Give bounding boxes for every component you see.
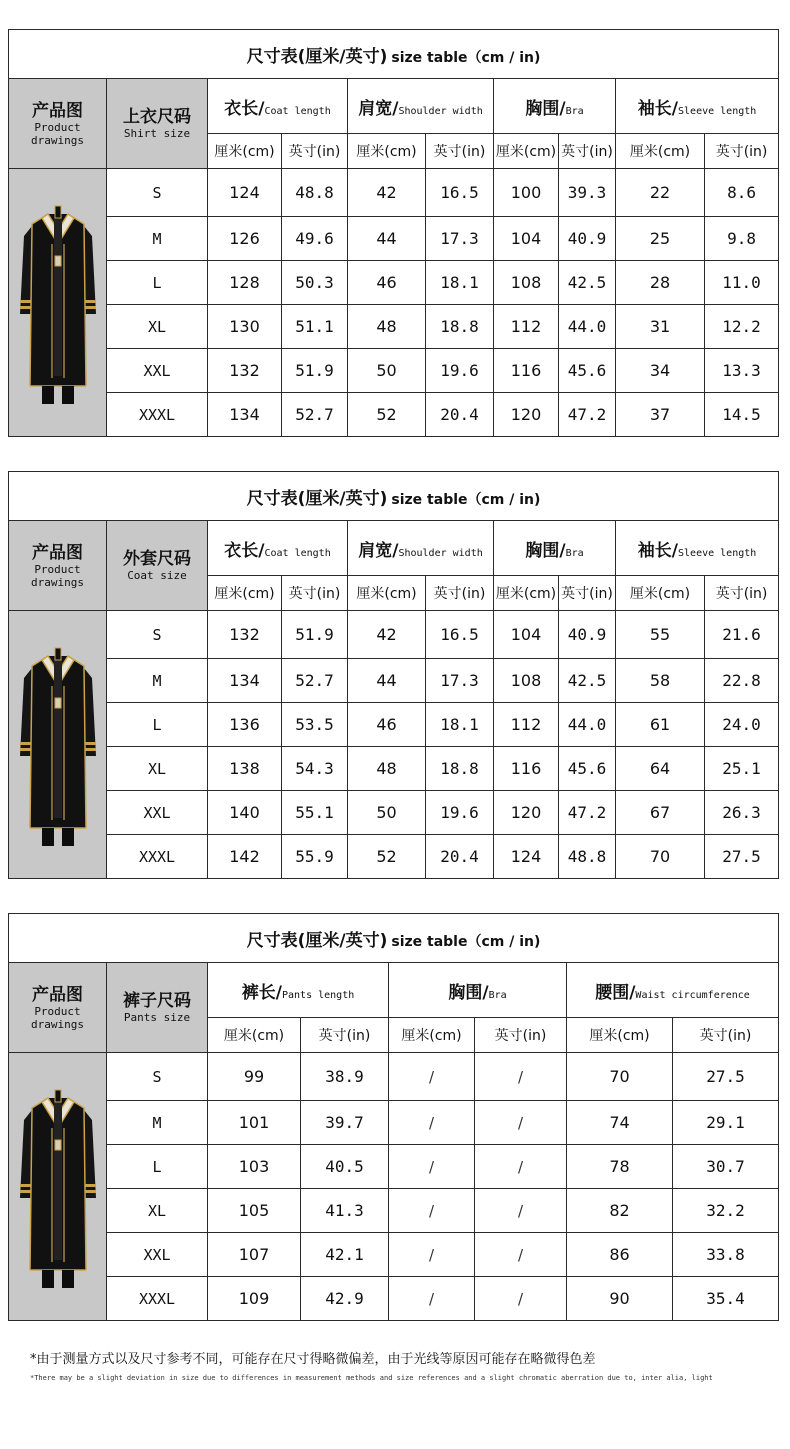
value-cm: 86 [567,1233,673,1277]
table-row [9,305,779,349]
value-in: 22.8 [705,659,779,703]
product-drawing-image [9,1053,107,1321]
value-cm: 105 [208,1189,301,1233]
value-cm: 132 [208,611,282,659]
table-row [9,1233,779,1277]
value-cm: 136 [208,703,282,747]
size-label: XXL [107,349,208,393]
value-cm: 42 [348,611,426,659]
unit-cm: 厘米(cm) [567,1018,673,1053]
value-in: 25.1 [705,747,779,791]
size-label: S [107,169,208,217]
column-header: 肩宽/Shoulder width [348,79,494,134]
value-cm: / [389,1101,475,1145]
value-in: 16.5 [426,169,494,217]
value-in: 51.9 [282,349,348,393]
table-row [9,393,779,437]
unit-cm: 厘米(cm) [494,134,559,169]
value-cm: 124 [208,169,282,217]
value-in: 39.7 [301,1101,389,1145]
value-cm: 116 [494,349,559,393]
unit-cm: 厘米(cm) [389,1018,475,1053]
value-in: 41.3 [301,1189,389,1233]
value-cm: 101 [208,1101,301,1145]
value-cm: 52 [348,835,426,879]
table-row [9,659,779,703]
unit-cm: 厘米(cm) [208,134,282,169]
value-in: 24.0 [705,703,779,747]
value-in: 45.6 [559,747,616,791]
table-title: 尺寸表(厘米/英寸) size table（cm / in) [9,30,779,79]
value-in: 40.9 [559,217,616,261]
value-in: 35.4 [673,1277,779,1321]
table-row [9,1145,779,1189]
value-in: 20.4 [426,835,494,879]
table-row [9,1053,779,1101]
value-in: 49.6 [282,217,348,261]
value-in: 14.5 [705,393,779,437]
size-label: XXXL [107,1277,208,1321]
value-cm: / [389,1277,475,1321]
value-cm: 112 [494,305,559,349]
value-cm: 120 [494,791,559,835]
table-row [9,217,779,261]
unit-in: 英寸(in) [426,134,494,169]
value-cm: 22 [616,169,705,217]
value-in: 50.3 [282,261,348,305]
value-in: / [475,1277,567,1321]
disclaimer-en: *There may be a slight deviation in size due to differences in measurement methods and size references and a slight chromatic aberration due to, inter alia, light [30,1374,713,1382]
value-cm: 70 [567,1053,673,1101]
table-row [9,611,779,659]
size-label: XXL [107,791,208,835]
unit-cm: 厘米(cm) [208,1018,301,1053]
value-cm: 61 [616,703,705,747]
value-in: 52.7 [282,393,348,437]
value-in: 27.5 [705,835,779,879]
value-in: 55.1 [282,791,348,835]
column-header: 衣长/Coat length [208,521,348,576]
size-label: XL [107,1189,208,1233]
size-header: 上衣尺码 Shirt size [107,79,208,169]
table-row [9,703,779,747]
column-header: 胸围/Bra [494,521,616,576]
size-header: 裤子尺码 Pants size [107,963,208,1053]
size-label: M [107,659,208,703]
size-label: XL [107,305,208,349]
table-row [9,791,779,835]
value-in: 40.5 [301,1145,389,1189]
size-label: XXXL [107,393,208,437]
table-title: 尺寸表(厘米/英寸) size table（cm / in) [9,472,779,521]
value-in: 30.7 [673,1145,779,1189]
value-cm: 70 [616,835,705,879]
value-in: 53.5 [282,703,348,747]
value-in: 42.5 [559,659,616,703]
column-header: 腰围/Waist circumference [567,963,779,1018]
value-cm: 64 [616,747,705,791]
size-label: XXXL [107,835,208,879]
column-header: 裤长/Pants length [208,963,389,1018]
unit-in: 英寸(in) [301,1018,389,1053]
value-cm: 74 [567,1101,673,1145]
value-cm: 103 [208,1145,301,1189]
value-cm: 108 [494,261,559,305]
value-in: 42.9 [301,1277,389,1321]
value-cm: 78 [567,1145,673,1189]
value-cm: 31 [616,305,705,349]
value-cm: 130 [208,305,282,349]
value-in: 17.3 [426,659,494,703]
unit-in: 英寸(in) [559,134,616,169]
unit-cm: 厘米(cm) [208,576,282,611]
unit-cm: 厘米(cm) [616,576,705,611]
unit-in: 英寸(in) [705,134,779,169]
value-cm: 100 [494,169,559,217]
value-cm: 138 [208,747,282,791]
product-drawing-image [9,169,107,437]
unit-in: 英寸(in) [282,576,348,611]
table-row [9,747,779,791]
value-in: 26.3 [705,791,779,835]
value-in: / [475,1233,567,1277]
value-in: 38.9 [301,1053,389,1101]
unit-cm: 厘米(cm) [494,576,559,611]
value-in: 47.2 [559,791,616,835]
value-cm: 134 [208,393,282,437]
value-in: 21.6 [705,611,779,659]
pants-size-table [8,913,779,1321]
size-label: S [107,611,208,659]
value-in: 32.2 [673,1189,779,1233]
column-header: 衣长/Coat length [208,79,348,134]
unit-cm: 厘米(cm) [348,134,426,169]
table-row [9,1101,779,1145]
product-drawings-header: 产品图 Product drawings [9,963,107,1053]
unit-in: 英寸(in) [282,134,348,169]
value-in: 51.9 [282,611,348,659]
column-header: 袖长/Sleeve length [616,79,779,134]
value-cm: 108 [494,659,559,703]
value-cm: 37 [616,393,705,437]
size-label: L [107,261,208,305]
unit-cm: 厘米(cm) [616,134,705,169]
size-label: L [107,703,208,747]
value-cm: 25 [616,217,705,261]
value-in: 18.1 [426,261,494,305]
unit-in: 英寸(in) [475,1018,567,1053]
value-in: 27.5 [673,1053,779,1101]
column-header: 袖长/Sleeve length [616,521,779,576]
value-in: 51.1 [282,305,348,349]
size-label: XL [107,747,208,791]
unit-cm: 厘米(cm) [348,576,426,611]
value-in: 17.3 [426,217,494,261]
value-cm: 46 [348,703,426,747]
value-cm: 140 [208,791,282,835]
value-in: 54.3 [282,747,348,791]
value-cm: 46 [348,261,426,305]
unit-in: 英寸(in) [673,1018,779,1053]
size-label: L [107,1145,208,1189]
value-cm: 99 [208,1053,301,1101]
value-in: 29.1 [673,1101,779,1145]
value-in: 12.2 [705,305,779,349]
size-header: 外套尺码 Coat size [107,521,208,611]
value-cm: / [389,1053,475,1101]
value-cm: / [389,1233,475,1277]
unit-in: 英寸(in) [559,576,616,611]
value-in: 16.5 [426,611,494,659]
value-cm: 104 [494,217,559,261]
value-in: 13.3 [705,349,779,393]
value-cm: 50 [348,349,426,393]
value-in: 44.0 [559,703,616,747]
value-in: 42.1 [301,1233,389,1277]
table-row [9,261,779,305]
value-cm: 134 [208,659,282,703]
value-cm: 116 [494,747,559,791]
table-row [9,1277,779,1321]
value-cm: 112 [494,703,559,747]
value-in: 11.0 [705,261,779,305]
value-in: 19.6 [426,349,494,393]
table-row [9,1189,779,1233]
value-cm: / [389,1189,475,1233]
value-in: 18.8 [426,747,494,791]
value-cm: 52 [348,393,426,437]
value-in: 47.2 [559,393,616,437]
value-in: 18.1 [426,703,494,747]
product-drawing-image [9,611,107,879]
value-in: 39.3 [559,169,616,217]
value-cm: 50 [348,791,426,835]
value-cm: 82 [567,1189,673,1233]
product-drawings-header: 产品图 Product drawings [9,79,107,169]
value-in: 44.0 [559,305,616,349]
value-cm: 48 [348,747,426,791]
value-cm: 42 [348,169,426,217]
value-cm: 124 [494,835,559,879]
value-in: 45.6 [559,349,616,393]
shirt-size-table [8,29,779,437]
value-in: / [475,1189,567,1233]
coat-size-table [8,471,779,879]
value-in: 48.8 [282,169,348,217]
value-in: 20.4 [426,393,494,437]
table-row [9,169,779,217]
value-in: / [475,1101,567,1145]
value-cm: 107 [208,1233,301,1277]
value-cm: 128 [208,261,282,305]
size-label: XXL [107,1233,208,1277]
value-cm: 120 [494,393,559,437]
value-in: 42.5 [559,261,616,305]
value-in: / [475,1145,567,1189]
value-in: 52.7 [282,659,348,703]
value-cm: 44 [348,659,426,703]
value-cm: 109 [208,1277,301,1321]
size-label: M [107,1101,208,1145]
value-in: / [475,1053,567,1101]
value-cm: 34 [616,349,705,393]
unit-in: 英寸(in) [426,576,494,611]
value-in: 33.8 [673,1233,779,1277]
value-cm: 58 [616,659,705,703]
value-cm: 104 [494,611,559,659]
disclaimer-cn: *由于测量方式以及尺寸参考不同，可能存在尺寸得略微偏差，由于光线等原因可能存在略微得色差 [30,1352,596,1367]
table-row [9,835,779,879]
value-cm: 126 [208,217,282,261]
value-in: 8.6 [705,169,779,217]
table-title: 尺寸表(厘米/英寸) size table（cm / in) [9,914,779,963]
value-in: 19.6 [426,791,494,835]
size-label: S [107,1053,208,1101]
value-cm: 28 [616,261,705,305]
value-in: 48.8 [559,835,616,879]
value-cm: 132 [208,349,282,393]
value-cm: / [389,1145,475,1189]
value-cm: 44 [348,217,426,261]
value-in: 18.8 [426,305,494,349]
value-cm: 67 [616,791,705,835]
value-cm: 142 [208,835,282,879]
column-header: 胸围/Bra [389,963,567,1018]
column-header: 肩宽/Shoulder width [348,521,494,576]
product-drawings-header: 产品图 Product drawings [9,521,107,611]
value-in: 55.9 [282,835,348,879]
table-row [9,349,779,393]
value-in: 40.9 [559,611,616,659]
value-in: 9.8 [705,217,779,261]
value-cm: 48 [348,305,426,349]
size-label: M [107,217,208,261]
column-header: 胸围/Bra [494,79,616,134]
unit-in: 英寸(in) [705,576,779,611]
value-cm: 90 [567,1277,673,1321]
value-cm: 55 [616,611,705,659]
